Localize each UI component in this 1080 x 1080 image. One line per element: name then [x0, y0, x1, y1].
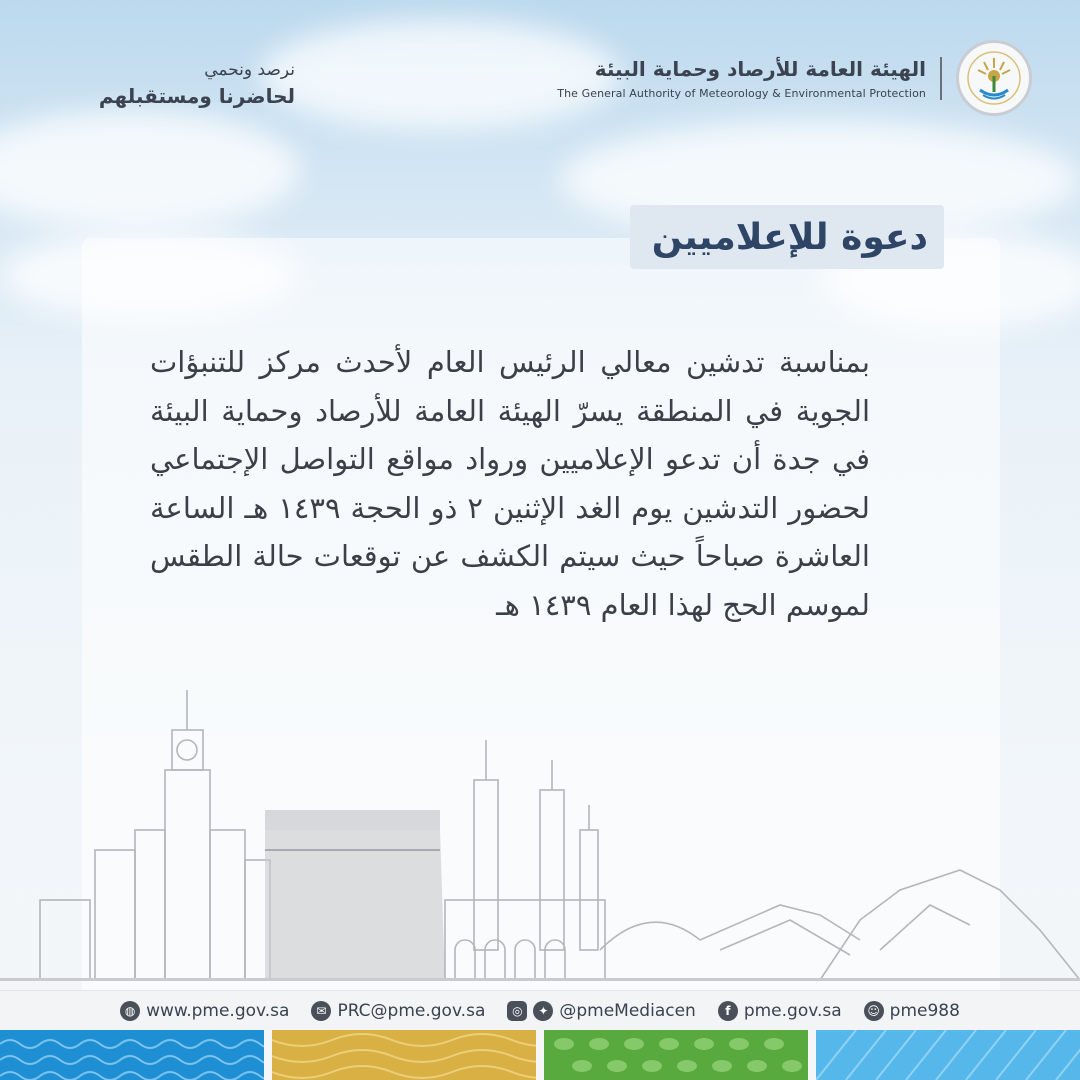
facebook-text: pme.gov.sa [743, 1000, 842, 1021]
website-text: www.pme.gov.sa [146, 1000, 290, 1021]
makkah-skyline-illustration [0, 690, 1080, 990]
band-sky [816, 1030, 1080, 1080]
contact-website[interactable] [120, 1001, 289, 1021]
snapchat-icon: ☺ [864, 1001, 884, 1021]
band-sand [272, 1030, 536, 1080]
email-text: PRC@pme.gov.sa [337, 1000, 486, 1021]
mail-icon: ✉ [311, 1001, 331, 1021]
contact-facebook[interactable] [718, 1001, 842, 1021]
org-name-english: The General Authority of Meteorology & Environmental Protection [557, 86, 926, 100]
contact-bar [0, 990, 1080, 1030]
social-handle-text: @pmeMediacen [559, 1000, 696, 1021]
org-name [557, 57, 942, 100]
invitation-body: بمناسبة تدشين معالي الرئيس العام لأحدث مركز للتنبؤات الجوية في المنطقة يسرّ الهيئة العامة للأرصاد وحماية البيئة في جدة أن تدعو الإعلاميين ورواد مواقع التواصل الإجتماعي لحضور التدشين يوم الغد الإثنين ٢ ذو الحجة ١٤٣٩ هـ الساعة العاشرة صباحاً حيث سيتم الكشف عن توقعات حالة الطقس لموسم الحج لهذا العام ١٤٣٩ هـ [150, 345, 870, 622]
globe-icon: ◍ [120, 1001, 140, 1021]
slogan-line-2: لحاضرنا ومستقبلهم [98, 84, 295, 108]
decorative-bands [0, 1030, 1080, 1080]
emblem-icon [956, 40, 1032, 116]
slogan-line-1: نرصد ونحمي [204, 60, 295, 80]
cloud [0, 110, 300, 230]
band-leaves [544, 1030, 808, 1080]
invitation-title: دعوة للإعلاميين [651, 216, 928, 258]
facebook-icon: f [718, 1001, 738, 1021]
org-logo [557, 40, 1032, 116]
instagram-icon: ◎ [507, 1001, 527, 1021]
org-name-arabic: الهيئة العامة للأرصاد وحماية البيئة [594, 56, 926, 81]
twitter-icon: ✦ [533, 1001, 553, 1021]
title-tab [630, 205, 944, 269]
snapchat-text: pme988 [889, 1000, 960, 1021]
slogan [99, 60, 295, 108]
contact-snapchat[interactable] [864, 1001, 960, 1021]
contact-email[interactable] [311, 1001, 485, 1021]
band-water [0, 1030, 264, 1080]
contact-social[interactable] [507, 1001, 695, 1021]
